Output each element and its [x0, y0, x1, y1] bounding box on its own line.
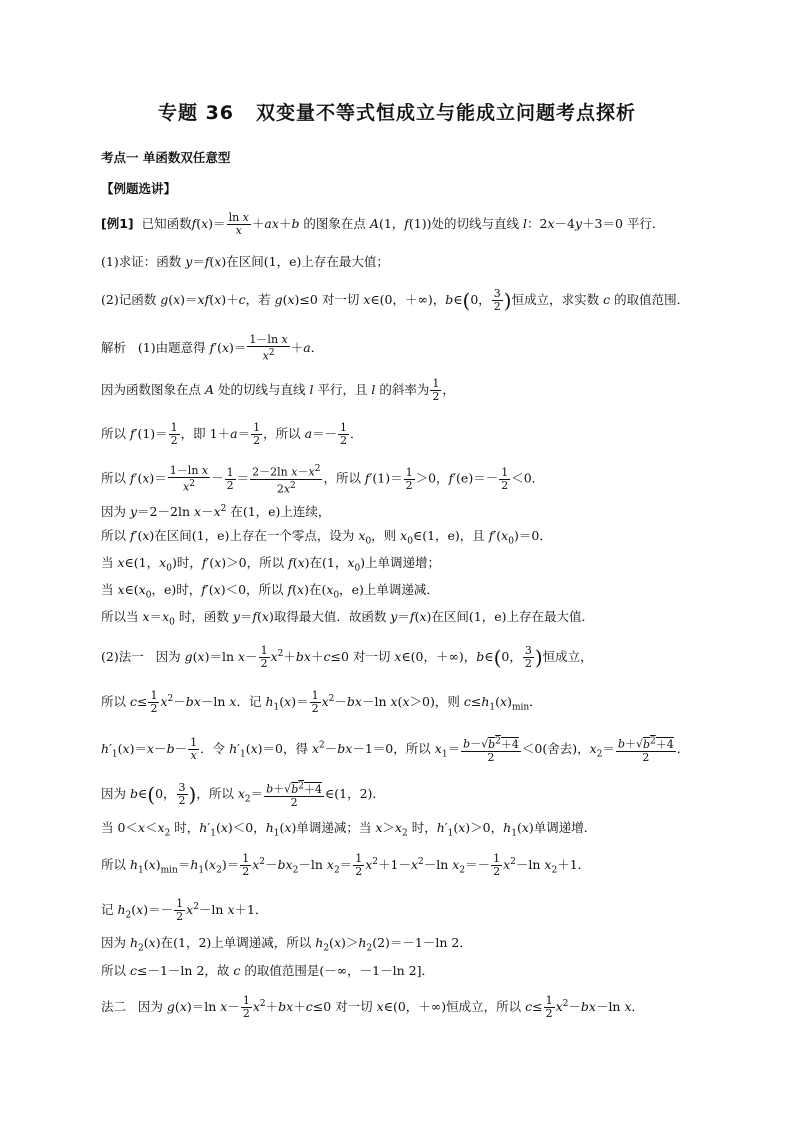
text-line: 所以 c≤－1－ln 2，故 c 的取值范围是(－∞，－1－ln 2]．: [101, 963, 434, 978]
text-line: 当 $x\in(x_0$，e)时，f′(x)＜0，所以 f(x)在($x_0$，e)上单调递减．: [101, 582, 439, 601]
text-line: 所以 f′(1)＝ $\frac{1}{2}$ ，即 1＋a＝ $\frac{1}{2}$ ，所以 a＝－ $\frac{1}{2}$ ．: [101, 421, 363, 447]
topic-title: 双变量不等式恒成立与能成立问题考点探析: [256, 102, 637, 124]
text-line: 所以当 $x=x_0$ 时，函数 y＝f(x)取得最大值．故函数 y＝f(x)在区间(1，e)上存在最大值．: [101, 609, 594, 628]
text-line: 所以 c≤ $\frac{1}{2}$ $x^2-bx-\ln$ x．记 $h_1(x)=$ $\frac{1}{2}$ $x^2-bx-\ln$ x(x＞0)，则 $c\le h_1(x)_{min}$．: [101, 689, 542, 716]
section-heading: 【例题选讲】: [101, 181, 177, 196]
text-line: 因为 $h_2(x)$在(1，2)上单调递减，所以 $h_2(x)>h_2(2)=-1-\ln$ 2．: [101, 935, 472, 954]
text-line: 因为函数图象在点 A 处的切线与直线 l 平行，且 l 的斜率为 $\frac{1}{2}$ ，: [101, 377, 455, 403]
text-line: 所以 f′(x)在区间(1，e)上存在一个零点，设为 $x_0$，则 $x_0\in(1$，e)，且 $f'(x_0)=0$．: [101, 528, 552, 547]
section-heading: 考点一 单函数双任意型: [101, 150, 231, 165]
text-line: 记 $h_2(x)=-$ $\frac{1}{2}$ $x^2-\ln$ x＋1．: [101, 897, 268, 924]
text-line: (2)记函数 g(x)＝xf(x)＋c，若 g(x)≤0 对一切 x∈(0，＋∞)，b∈(0， $\frac{3}{2}$ )恒成立，求实数 c 的取值范围．: [101, 287, 690, 313]
text-line: 解析 (1)由题意得 f′(x)＝ $\frac{\text{1－ln x}}{x^2}$ ＋a．: [101, 333, 324, 363]
text-line: [例1] 已知函数f(x)＝ $\frac{\text{ln x}}{x}$ ＋ax＋b 的图象在点 A(1，f(1))处的切线与直线 l：2x－4y＋3＝0 平行．: [101, 211, 665, 237]
text-line: 因为 b∈(0， $\frac{3}{2}$ )，所以 $x_2=$ $\frac{b+√b^2+4}{2}$ ∈(1，2)．: [101, 780, 385, 809]
text-line: 当 $0<x<x_2$ 时，$h'_1(x)<0$，$h_1(x)$单调递减；当 $x>x_2$ 时，$h'_1(x)>0$，$h_1(x)$单调递增．: [101, 820, 597, 839]
text-line: (1)求证：函数 y＝f(x)在区间(1，e)上存在最大值；: [101, 254, 389, 269]
text-line: 当 x∈(1，$x_0$)时，f′(x)＞0，所以 f(x)在(1，$x_0$)上单调递增；: [101, 555, 441, 574]
text-line: 法二 因为 g(x)＝ln x－ $\frac{1}{2}$ $x^2+bx+c\le 0$ 对一切 x∈(0，＋∞)恒成立，所以 c≤ $\frac{1}{2}$ $x^2-bx-\ln$ x．: [101, 994, 645, 1021]
text-line: (2)法一 因为 g(x)＝ln x－ $\frac{1}{2}$ $x^2+bx+c\le 0$ 对一切 x∈(0，＋∞)，b∈(0， $\frac{3}{2}$ )恒成立，: [101, 644, 593, 671]
page-title: [0, 98, 794, 125]
text-line: 所以 f′(x)＝ $\frac{\text{1－ln x}}{x^2}$ － $\frac{1}{2}$ ＝ $\frac{2-2\ln x-x^2}{2x^2}$ ，所以 f′(1)＝ $\frac{1}{2}$ ＞0，f′(e)＝－ $\frac{1}{2}$ ＜0．: [101, 463, 545, 496]
text-line: 因为 y＝2－2ln $x-x^2$ 在(1，e)上连续，: [101, 504, 331, 520]
text-line: $h'_1(x)=x-b-$ $\frac{1}{x}$ ．令 $h'_1(x)=0$，得 $x^2-bx-1=0$，所以 $x_1=$ $\frac{b-√b^2+4}{2}$ ＜0(舍去)，$x_2=$ $\frac{b+√b^2+4}{2}$ ．: [101, 735, 690, 764]
topic-number: 专题 36: [157, 102, 235, 124]
text-line: 所以 $h_1(x)_{min}=h_1(x_2)=$ $\frac{1}{2}$ $x^2-bx_2-\ln$ $x_2=$ $\frac{1}{2}$ $x^2+1-x^2-\ln$ $x_2=-$ $\frac{1}{2}$ $x^2-\ln$ $x_2+1$．: [101, 852, 591, 879]
